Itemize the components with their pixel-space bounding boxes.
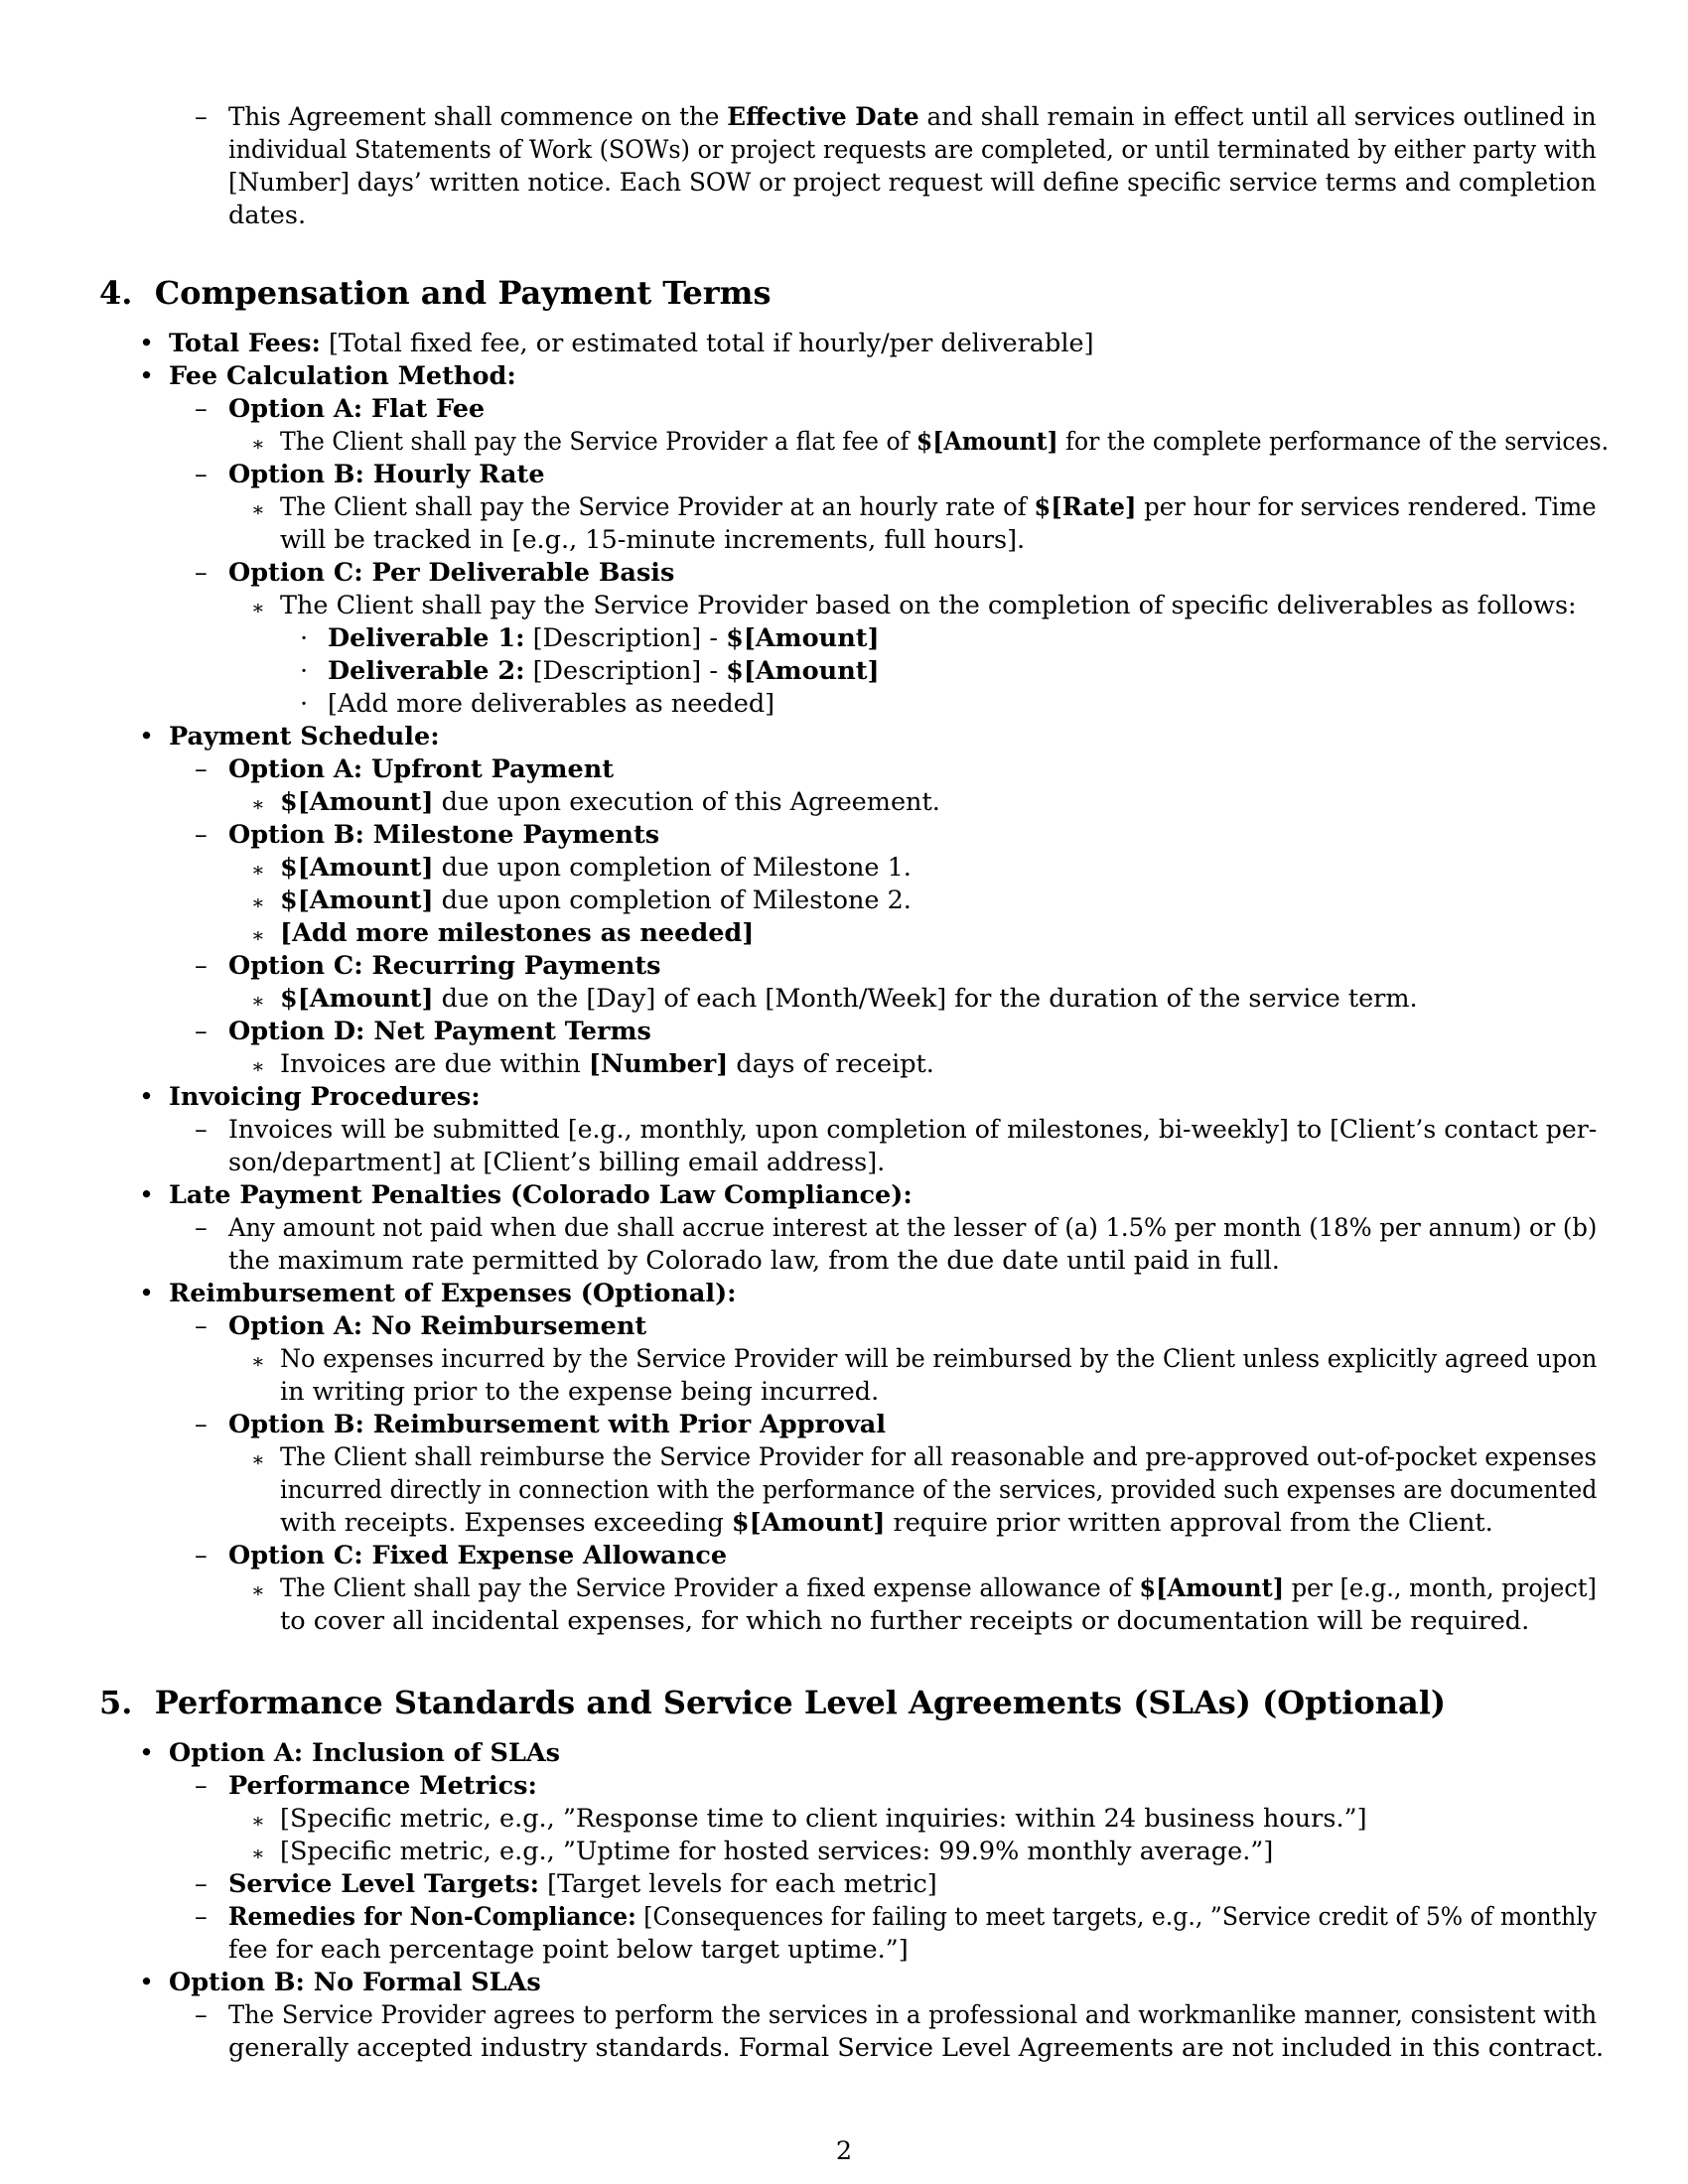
dash-marker: – <box>195 1017 208 1046</box>
schedule-option-a-label: Option A: Upfront Payment <box>228 754 615 784</box>
service-level-targets: Service Level Targets: [Target levels for each metric] <box>228 1869 937 1899</box>
schedule-option-a-text: $[Amount] due upon execution of this Agreement. <box>280 787 940 817</box>
reimb-option-b-line-1: The Client shall reimburse the Service Provider for all reasonable and pre-approved out-of-pocket expenses <box>280 1442 1597 1472</box>
fee-option-a-text: The Client shall pay the Service Provider a flat fee of $[Amount] for the complete performance of the services. <box>280 427 1610 457</box>
intro-line-4: dates. <box>228 201 307 230</box>
dash-marker: – <box>195 1541 208 1570</box>
intro-line-2: individual Statements of Work (SOWs) or project requests are completed, or until terminated by either party with <box>228 135 1597 165</box>
reimbursement-heading: Reimbursement of Expenses (Optional): <box>169 1279 737 1308</box>
remedies-line-1: Remedies for Non-Compliance: [Consequences for failing to meet targets, e.g., ”Service credit of 5% of monthly <box>228 1902 1598 1932</box>
fee-calc-heading: Fee Calculation Method: <box>169 361 516 391</box>
intro-line-1: This Agreement shall commence on the Effective Date and shall remain in effect until all services outlined in <box>228 102 1597 132</box>
asterisk-marker: ∗ <box>251 596 265 619</box>
invoicing-line-1: Invoices will be submitted [e.g., monthly, upon completion of milestones, bi-weekly] to [Client’s contact per- <box>228 1115 1598 1145</box>
asterisk-marker: ∗ <box>251 1809 265 1833</box>
bullet-marker: • <box>139 1279 155 1308</box>
dash-marker: – <box>195 1771 208 1801</box>
dash-marker: – <box>195 820 208 850</box>
reimb-option-c-label: Option C: Fixed Expense Allowance <box>228 1541 728 1570</box>
sla-option-b-label: Option B: No Formal SLAs <box>169 1968 541 1997</box>
dot-marker: · <box>300 623 309 653</box>
dot-marker: · <box>300 689 309 719</box>
dash-marker: – <box>195 1902 208 1932</box>
fee-option-a-label: Option A: Flat Fee <box>228 394 486 424</box>
reimb-option-b-label: Option B: Reimbursement with Prior Approval <box>228 1410 887 1439</box>
dot-marker: · <box>300 656 309 686</box>
section-5-heading: 5. Performance Standards and Service Level Agreements (SLAs) (Optional) <box>99 1684 1447 1721</box>
page-number: 2 <box>835 2136 853 2166</box>
invoicing-line-2: son/department] at [Client’s billing email address]. <box>228 1148 886 1177</box>
bullet-marker: • <box>139 361 155 391</box>
fee-option-b-label: Option B: Hourly Rate <box>228 460 545 489</box>
fee-option-b-text: The Client shall pay the Service Provider at an hourly rate of $[Rate] per hour for services rendered. Time <box>280 492 1597 522</box>
payment-schedule-heading: Payment Schedule: <box>169 722 440 751</box>
dash-marker: – <box>195 1869 208 1899</box>
late-payment-line-1: Any amount not paid when due shall accrue interest at the lesser of (a) 1.5% per month (18% per annum) or (b) <box>228 1213 1598 1243</box>
asterisk-marker: ∗ <box>251 989 265 1013</box>
performance-metrics-label: Performance Metrics: <box>228 1771 537 1801</box>
deliverable-item: Deliverable 2: [Description] - $[Amount] <box>328 656 880 686</box>
sla-option-b-line-1: The Service Provider agrees to perform the services in a professional and workmanlike manner, consistent with <box>228 2000 1598 2030</box>
asterisk-marker: ∗ <box>251 1578 265 1602</box>
dash-marker: – <box>195 1410 208 1439</box>
schedule-option-c-text: $[Amount] due on the [Day] of each [Month/Week] for the duration of the service term. <box>280 984 1418 1014</box>
dash-marker: – <box>195 951 208 981</box>
asterisk-marker: ∗ <box>251 1447 265 1471</box>
asterisk-marker: ∗ <box>251 1054 265 1078</box>
asterisk-marker: ∗ <box>251 792 265 816</box>
dash-marker: – <box>195 754 208 784</box>
bullet-marker: • <box>139 1738 155 1768</box>
invoicing-heading: Invoicing Procedures: <box>169 1082 481 1112</box>
bullet-marker: • <box>139 1968 155 1997</box>
fee-option-c-label: Option C: Per Deliverable Basis <box>228 558 675 588</box>
schedule-option-d-label: Option D: Net Payment Terms <box>228 1017 651 1046</box>
asterisk-marker: ∗ <box>251 432 265 456</box>
late-payment-heading: Late Payment Penalties (Colorado Law Compliance): <box>169 1180 913 1210</box>
schedule-option-b-label: Option B: Milestone Payments <box>228 820 660 850</box>
milestone-more: [Add more milestones as needed] <box>280 918 755 948</box>
dash-marker: – <box>195 102 208 132</box>
metric-2: [Specific metric, e.g., ”Uptime for hosted services: 99.9% monthly average.”] <box>280 1837 1274 1866</box>
section-4-heading: 4. Compensation and Payment Terms <box>99 274 772 312</box>
milestone-2-text: $[Amount] due upon completion of Milestone 2. <box>280 886 912 915</box>
reimb-option-b-line-3: with receipts. Expenses exceeding $[Amount] require prior written approval from the Client. <box>280 1508 1493 1538</box>
late-payment-line-2: the maximum rate permitted by Colorado law, from the due date until paid in full. <box>228 1246 1280 1276</box>
dash-marker: – <box>195 460 208 489</box>
dash-marker: – <box>195 1213 208 1243</box>
schedule-option-c-label: Option C: Recurring Payments <box>228 951 661 981</box>
bullet-marker: • <box>139 1180 155 1210</box>
dash-marker: – <box>195 558 208 588</box>
intro-line-3: [Number] days’ written notice. Each SOW or project request will define specific service terms and completion <box>228 168 1597 198</box>
reimb-option-a-label: Option A: No Reimbursement <box>228 1311 647 1341</box>
reimb-option-c-line-2: to cover all incidental expenses, for which no further receipts or documentation will be required. <box>280 1606 1530 1636</box>
reimb-option-a-line-1: No expenses incurred by the Service Provider will be reimbursed by the Client unless explicitly agreed upon <box>280 1344 1598 1374</box>
milestone-1-text: $[Amount] due upon completion of Milestone 1. <box>280 853 912 883</box>
remedies-line-2: fee for each percentage point below target uptime.”] <box>228 1935 909 1965</box>
deliverable-more: [Add more deliverables as needed] <box>328 689 775 719</box>
asterisk-marker: ∗ <box>251 1349 265 1373</box>
asterisk-marker: ∗ <box>251 497 265 521</box>
sla-option-b-line-2: generally accepted industry standards. Formal Service Level Agreements are not included in this contract. <box>228 2033 1605 2063</box>
fee-option-c-text: The Client shall pay the Service Provider based on the completion of specific deliverables as follows: <box>280 591 1577 620</box>
asterisk-marker: ∗ <box>251 858 265 882</box>
dash-marker: – <box>195 2000 208 2030</box>
dash-marker: – <box>195 1115 208 1145</box>
asterisk-marker: ∗ <box>251 1842 265 1865</box>
asterisk-marker: ∗ <box>251 890 265 914</box>
metric-1: [Specific metric, e.g., ”Response time to client inquiries: within 24 business hours.”] <box>280 1804 1367 1834</box>
reimb-option-a-line-2: in writing prior to the expense being incurred. <box>280 1377 880 1407</box>
fee-option-b-text-cont: will be tracked in [e.g., 15-minute increments, full hours]. <box>280 525 1026 555</box>
bullet-marker: • <box>139 722 155 751</box>
dash-marker: – <box>195 394 208 424</box>
reimb-option-c-line-1: The Client shall pay the Service Provider a fixed expense allowance of $[Amount] per [e.g., month, project] <box>280 1573 1597 1603</box>
schedule-option-d-text: Invoices are due within [Number] days of receipt. <box>280 1049 934 1079</box>
bullet-marker: • <box>139 1082 155 1112</box>
total-fees-item: Total Fees: [Total fixed fee, or estimated total if hourly/per deliverable] <box>169 329 1094 358</box>
bullet-marker: • <box>139 329 155 358</box>
sla-option-a-label: Option A: Inclusion of SLAs <box>169 1738 561 1768</box>
deliverable-item: Deliverable 1: [Description] - $[Amount] <box>328 623 880 653</box>
reimb-option-b-line-2: incurred directly in connection with the performance of the services, provided such expenses are documented <box>280 1475 1598 1505</box>
asterisk-marker: ∗ <box>251 923 265 947</box>
dash-marker: – <box>195 1311 208 1341</box>
